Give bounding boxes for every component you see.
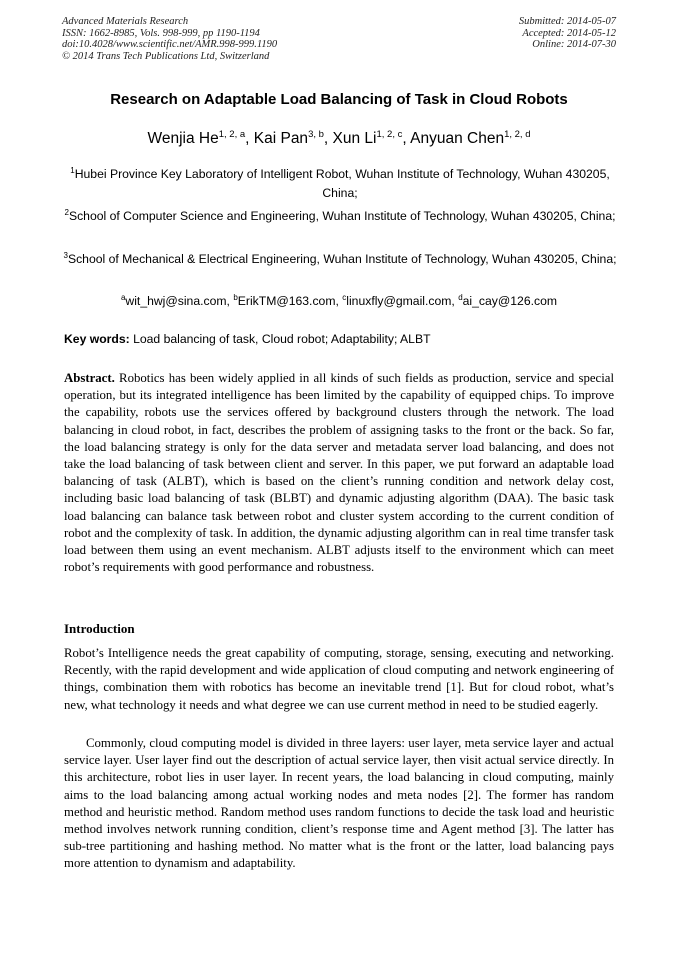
keywords-label: Key words:: [64, 332, 130, 346]
email-separator: ,: [226, 294, 234, 308]
author-list: [40, 130, 638, 148]
author-affiliation-mark: 1, 2, d: [504, 129, 531, 140]
affiliation: [62, 250, 618, 269]
email-mark: a: [120, 293, 126, 302]
affiliation-mark: 1: [70, 166, 75, 175]
author-separator: ,: [245, 130, 254, 147]
abstract: [64, 370, 614, 576]
journal-doi: doi:10.4028/www.scientific.net/AMR.998-999.1190: [62, 39, 278, 51]
section-heading: Introduction: [64, 621, 135, 636]
author-separator: ,: [402, 130, 411, 147]
affiliation-mark: 2: [64, 208, 69, 217]
author-name: Xun Li: [332, 130, 377, 147]
author-affiliation-mark: 1, 2, a: [218, 129, 246, 140]
email-separator: ,: [335, 294, 343, 308]
accepted-date: Accepted: 2014-05-12: [522, 27, 616, 39]
abstract-label: Abstract.: [64, 371, 115, 385]
affiliation: [62, 165, 618, 203]
online-date: Online: 2014-07-30: [532, 39, 616, 51]
journal-issn: ISSN: 1662-8985, Vols. 998-999, pp 1190-1194: [62, 27, 260, 39]
author-affiliation-mark: 3, b: [308, 129, 324, 140]
journal-copyright: © 2014 Trans Tech Publications Ltd, Switzerland: [62, 50, 270, 62]
email-mark: c: [342, 293, 347, 302]
email-mark: b: [233, 293, 238, 302]
email-address: linuxfly@gmail.com: [346, 294, 452, 308]
journal-name: Advanced Materials Research: [62, 16, 189, 27]
submitted-date: Submitted: 2014-05-07: [518, 16, 616, 27]
body-paragraph: Robot’s Intelligence needs the great capability of computing, storage, sensing, executing and networking. Recently, with the rapid development and wide application of cloud computing and network engineering of things, combination them with robotics has become an inevitable trend [1]. But for cloud robot, what’s new, what technology it needs and what degree we can use current method in need to be studied eagerly.: [64, 646, 614, 712]
email-address: ai_cay@126.com: [462, 294, 558, 308]
author-name: Anyuan Chen: [410, 130, 505, 147]
affiliation-mark: 3: [63, 251, 68, 260]
keywords: [64, 332, 616, 346]
affiliation-text: Hubei Province Key Laboratory of Intelligent Robot, Wuhan Institute of Technology, Wuhan 430205, China;: [74, 167, 610, 200]
author-name: Kai Pan: [253, 130, 309, 147]
author-name: Wenjia He: [147, 130, 219, 147]
affiliation-text: School of Mechanical & Electrical Engineering, Wuhan Institute of Technology, Wuhan 430205, China;: [67, 252, 617, 266]
author-affiliation-mark: 1, 2, c: [376, 129, 403, 140]
body-paragraph: Commonly, cloud computing model is divided in three layers: user layer, meta service layer and actual service layer. User layer find out the description of actual service layer, then visit actual service directly. In this architecture, robot lies in user layer. In recent years, the load balancing in cloud computing, mainly aims to the load balancing among actual working nodes and meta nodes [2]. The former has random method and heuristic method. Random method uses random functions to decide the task load and heuristic method involves network running condition, client’s response time and Agent method [3]. The latter has sub-tree partitioning and hashing method. No matter what is the front or the latter, load balancing pays more attention to dynamism and adaptability.: [64, 736, 614, 871]
affiliation: [62, 207, 618, 226]
publication-dates: [519, 16, 616, 51]
paper-title: Research on Adaptable Load Balancing of Task in Cloud Robots: [110, 91, 568, 108]
email-address: wit_hwj@sina.com: [125, 294, 227, 308]
journal-info: [62, 16, 277, 62]
abstract-text: Robotics has been widely applied in all kinds of such fields as production, service and special operation, but its integrated intelligence has been limited by the capability of equipped chips. To improve the capability, robots use the services offered by background clusters through the network. The load balancing in cloud robot, in fact, describes the problem of assigning tasks to the front or the back. So far, the load balancing strategy is only for the data server and metadata server load balancing, and does not take the load balancing of task between client and server. In this paper, we put forward an adaptable load balancing of task (ALBT), which is based on the client’s running condition and network delay cost, including basic load balancing of task (BLBT) and dynamic adjusting algorithm (DAA). The basic task load balancing can balance task between robot and cluster system according to the current condition of robot and the complexity of task. In addition, the dynamic adjusting algorithm can in real time transfer task load between them using an event mechanism. ALBT adjusts itself to the environment which can meet robot’s requirements with good performance and robustness.: [64, 371, 614, 575]
affiliation-text: School of Computer Science and Engineering, Wuhan Institute of Technology, Wuhan 430205, China;: [68, 209, 616, 223]
email-mark: d: [458, 293, 463, 302]
author-separator: ,: [323, 130, 333, 147]
email-separator: ,: [451, 294, 459, 308]
email-address: ErikTM@163.com: [237, 294, 336, 308]
keywords-text: Load balancing of task, Cloud robot; Adaptability; ALBT: [129, 332, 431, 346]
author-emails: [40, 294, 638, 308]
